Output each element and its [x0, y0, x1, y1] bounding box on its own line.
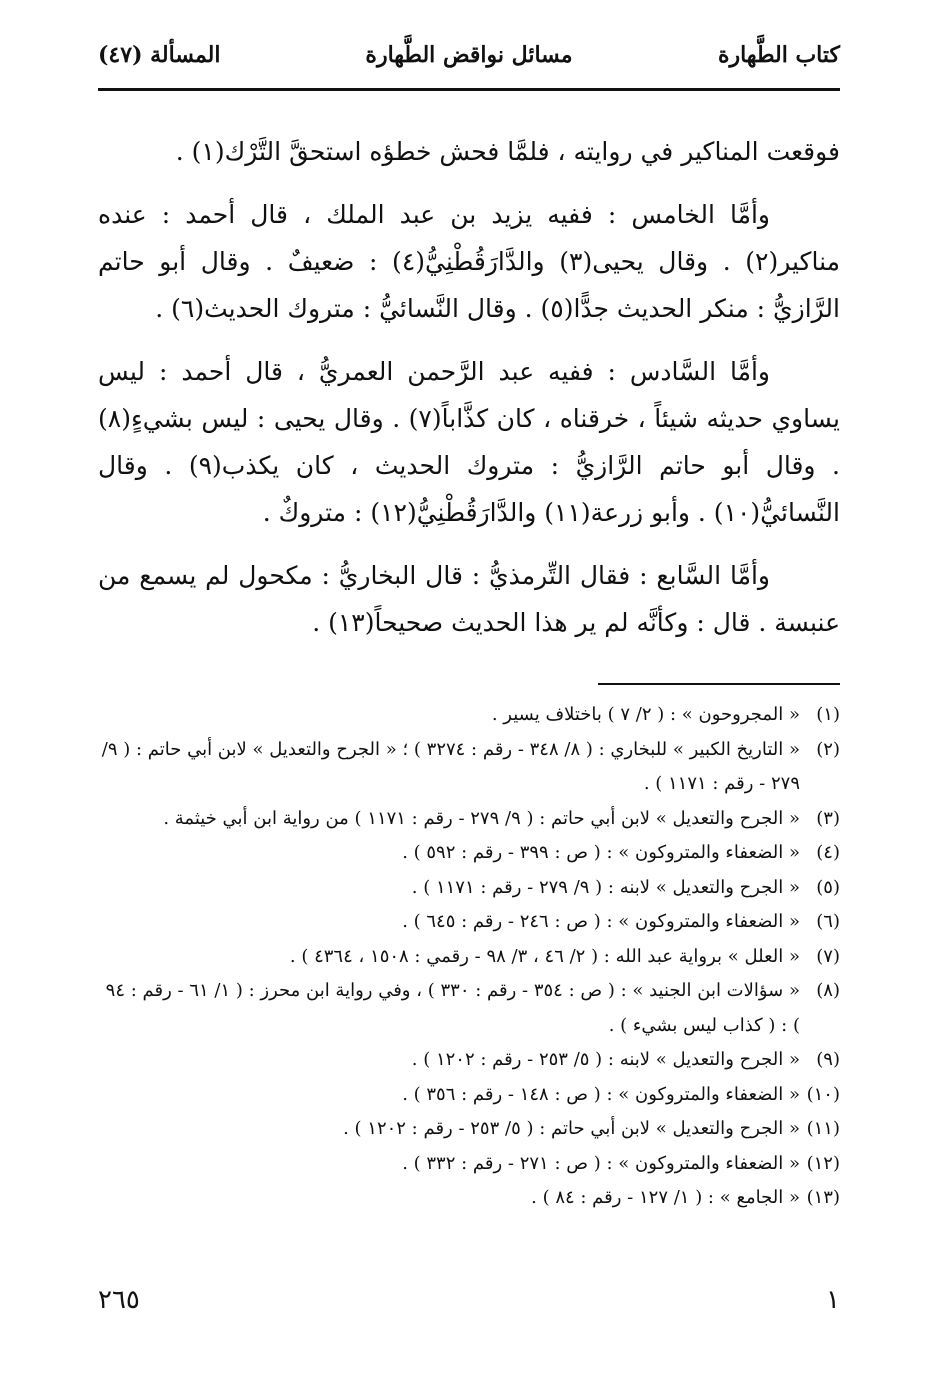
header-book-title: كتاب الطَّهارة [717, 42, 840, 68]
footnote-number: (٣) [816, 807, 840, 829]
header-rule [98, 88, 840, 91]
footnote [98, 1112, 840, 1147]
page-number: ٢٦٥ [98, 1285, 140, 1315]
footnote-text: « الضعفاء والمتروكون » : ( ص : ٣٩٩ - رقم : ٥٩٢ ) . [402, 842, 800, 863]
paragraph-1: فوقعت المناكير في روايته ، فلمَّا فحش خطؤه استحقَّ التَّرْك(١) . [175, 137, 840, 166]
footnote-text: « الجرح والتعديل » لابنه : ( ٩/ ٢٧٩ - رقم : ١١٧١ ) . [411, 876, 800, 898]
paragraph-3: وأمَّا السَّادس : ففيه عبد الرَّحمن العمريُّ ، قال أحمد : ليس يساوي حديثه شيئاً ، خرقناه ، كان كذَّاباً(٧) . وقال يحيى : ليس بشيءٍ(٨) . وقال أبو حاتم الرَّازيُّ : متروك الحديث ، كان يكذب(٩) . وقال النَّسائيُّ(١٠) . وأبو زرعة(١١) والدَّارَقُطْنِيُّ(١٢) : متروكٌ . [98, 357, 840, 527]
footnote [98, 940, 840, 975]
footnote [98, 1181, 840, 1216]
running-header [98, 38, 840, 78]
footnote-number: (٢) [816, 738, 840, 760]
signature-mark: ١ [826, 1285, 840, 1315]
footnote-number: (١) [816, 704, 840, 725]
footnotes [98, 698, 840, 1216]
footnote [98, 905, 840, 940]
header-issue-number: المسألة (٤٧) [98, 42, 221, 68]
footnote-number: (٧) [816, 945, 840, 967]
footnote [98, 1078, 840, 1113]
page-footer [98, 1285, 840, 1325]
footnote-text: « الجرح والتعديل » لابنه : ( ٥/ ٢٥٣ - رقم : ١٢٠٢ ) . [411, 1049, 800, 1070]
footnote-number: (١٠) [806, 1083, 840, 1105]
footnote-text: « الضعفاء والمتروكون » : ( ص : ٢٧١ - رقم : ٣٣٢ ) . [402, 1152, 800, 1174]
footnote [98, 802, 840, 837]
main-text [98, 128, 840, 662]
footnote-number: (١٢) [806, 1152, 840, 1174]
footnote-number: (٦) [816, 911, 840, 932]
footnote-text: « الجرح والتعديل » لابن أبي حاتم : ( ٩/ ٢٧٩ - رقم : ١١٧١ ) من رواية ابن أبي خيثمة . [163, 807, 800, 829]
footnote [98, 1147, 840, 1182]
footnote-number: (٥) [816, 876, 840, 898]
footnote [98, 836, 840, 871]
header-chapter-title: مسائل نواقض الطَّهارة [365, 42, 573, 68]
footnote-number: (١١) [806, 1118, 840, 1139]
footnote-text: « الجامع » : ( ١/ ١٢٧ - رقم : ٨٤ ) . [531, 1187, 800, 1208]
footnote-text: « الجرح والتعديل » لابن أبي حاتم : ( ٥/ ٢٥٣ - رقم : ١٢٠٢ ) . [343, 1118, 800, 1139]
footnote [98, 871, 840, 906]
footnote [98, 974, 840, 1043]
footnote-text: « الضعفاء والمتروكون » : ( ص : ١٤٨ - رقم : ٣٥٦ ) . [402, 1083, 800, 1105]
paragraph-2: وأمَّا الخامس : ففيه يزيد بن عبد الملك ، قال أحمد : عنده مناكير(٢) . وقال يحيى(٣) والدَّارَقُطْنِيُّ(٤) : ضعيفٌ . وقال أبو حاتم الرَّازيُّ : منكر الحديث جدًّا(٥) . وقال النَّسائيُّ : متروك الحديث(٦) . [98, 200, 840, 323]
footnote [98, 733, 840, 802]
footnote-text: « التاريخ الكبير » للبخاري : ( ٨/ ٣٤٨ - رقم : ٣٢٧٤ ) ؛ « الجرح والتعديل » لابن أبي حاتم : ( ٩/ ٢٧٩ - رقم : ١١٧١ ) . [101, 738, 800, 794]
footnote-number: (٤) [816, 842, 840, 863]
footnote-text: « المجروحون » : ( ٢/ ٧ ) باختلاف يسير . [491, 704, 800, 725]
footnote-text: « سؤالات ابن الجنيد » : ( ص : ٣٥٤ - رقم : ٣٣٠ ) ، وفي رواية ابن محرز : ( ١/ ٦١ - رقم : ٩٤ ) : ( كذاب ليس بشيء ) . [105, 980, 800, 1036]
footnote-text: « العلل » برواية عبد الله : ( ٢/ ٤٦ ، ٣/ ٩٨ - رقمي : ١٥٠٨ ، ٤٣٦٤ ) . [289, 945, 800, 967]
footnote-separator [598, 683, 840, 685]
paragraph-4: وأمَّا السَّابع : فقال التِّرمذيُّ : قال البخاريُّ : مكحول لم يسمع من عنبسة . قال : وكأنَّه لم ير هذا الحديث صحيحاً(١٣) . [98, 561, 840, 637]
footnote-number: (٨) [816, 980, 840, 1001]
footnote [98, 1043, 840, 1078]
footnote-text: « الضعفاء والمتروكون » : ( ص : ٢٤٦ - رقم : ٦٤٥ ) . [402, 911, 800, 932]
footnote [98, 698, 840, 733]
footnote-number: (١٣) [806, 1187, 840, 1208]
footnote-number: (٩) [816, 1049, 840, 1070]
